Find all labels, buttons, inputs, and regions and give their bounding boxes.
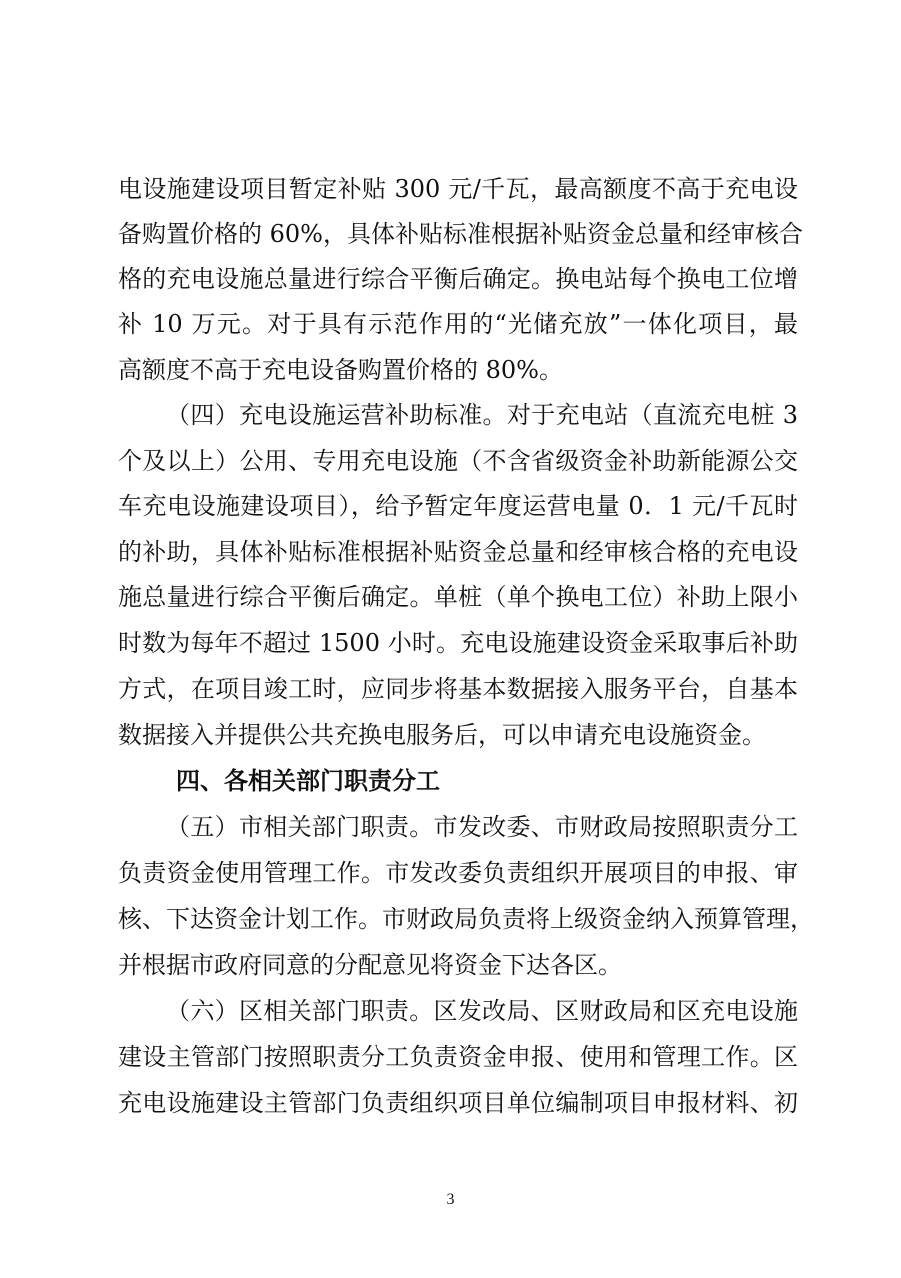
section-heading: 四、各相关部门职责分工 xyxy=(176,767,440,795)
body-line: 高额度不高于充电设备购置价格的 80%。 xyxy=(118,356,563,384)
body-line: 的补助，具体补贴标准根据补贴资金总量和经审核合格的充电设 xyxy=(118,538,798,566)
body-line: 时数为每年不超过 1500 小时。充电设施建设资金采取事后补助 xyxy=(118,629,798,657)
paragraph-six-start: （六）区相关部门职责。区发改局、区财政局和区充电设施 xyxy=(166,997,798,1025)
body-line: 补 10 万元。对于具有示范作用的“光储充放”一体化项目，最 xyxy=(118,310,798,338)
body-line: 方式，在项目竣工时，应同步将基本数据接入服务平台，自基本 xyxy=(118,675,798,703)
body-line: 数据接入并提供公共充换电服务后，可以申请充电设施资金。 xyxy=(118,721,766,749)
body-line: 个及以上）公用、专用充电设施（不含省级资金补助新能源公交 xyxy=(118,447,798,475)
page-number: 3 xyxy=(446,1191,455,1208)
body-line: 负责资金使用管理工作。市发改委负责组织开展项目的申报、审 xyxy=(118,859,798,887)
body-line: 并根据市政府同意的分配意见将资金下达各区。 xyxy=(118,951,622,979)
body-line: 格的充电设施总量进行综合平衡后确定。换电站每个换电工位增 xyxy=(118,265,798,293)
body-line: 建设主管部门按照职责分工负责资金申报、使用和管理工作。区 xyxy=(118,1043,798,1071)
body-line: 施总量进行综合平衡后确定。单桩（单个换电工位）补助上限小 xyxy=(118,583,798,611)
paragraph-five-start: （五）市相关部门职责。市发改委、市财政局按照职责分工 xyxy=(166,813,798,841)
body-line: 车充电设施建设项目），给予暂定年度运营电量 0．1 元/千瓦时 xyxy=(118,492,798,520)
body-line: 备购置价格的 60%，具体补贴标准根据补贴资金总量和经审核合 xyxy=(118,220,803,248)
body-line: 电设施建设项目暂定补贴 300 元/千瓦，最高额度不高于充电设 xyxy=(118,175,798,203)
paragraph-four-start: （四）充电设施运营补助标准。对于充电站（直流充电桩 3 xyxy=(166,401,798,429)
body-line: 充电设施建设主管部门负责组织项目单位编制项目申报材料、初 xyxy=(118,1089,798,1117)
body-line: 核、下达资金计划工作。市财政局负责将上级资金纳入预算管理， xyxy=(118,905,814,933)
